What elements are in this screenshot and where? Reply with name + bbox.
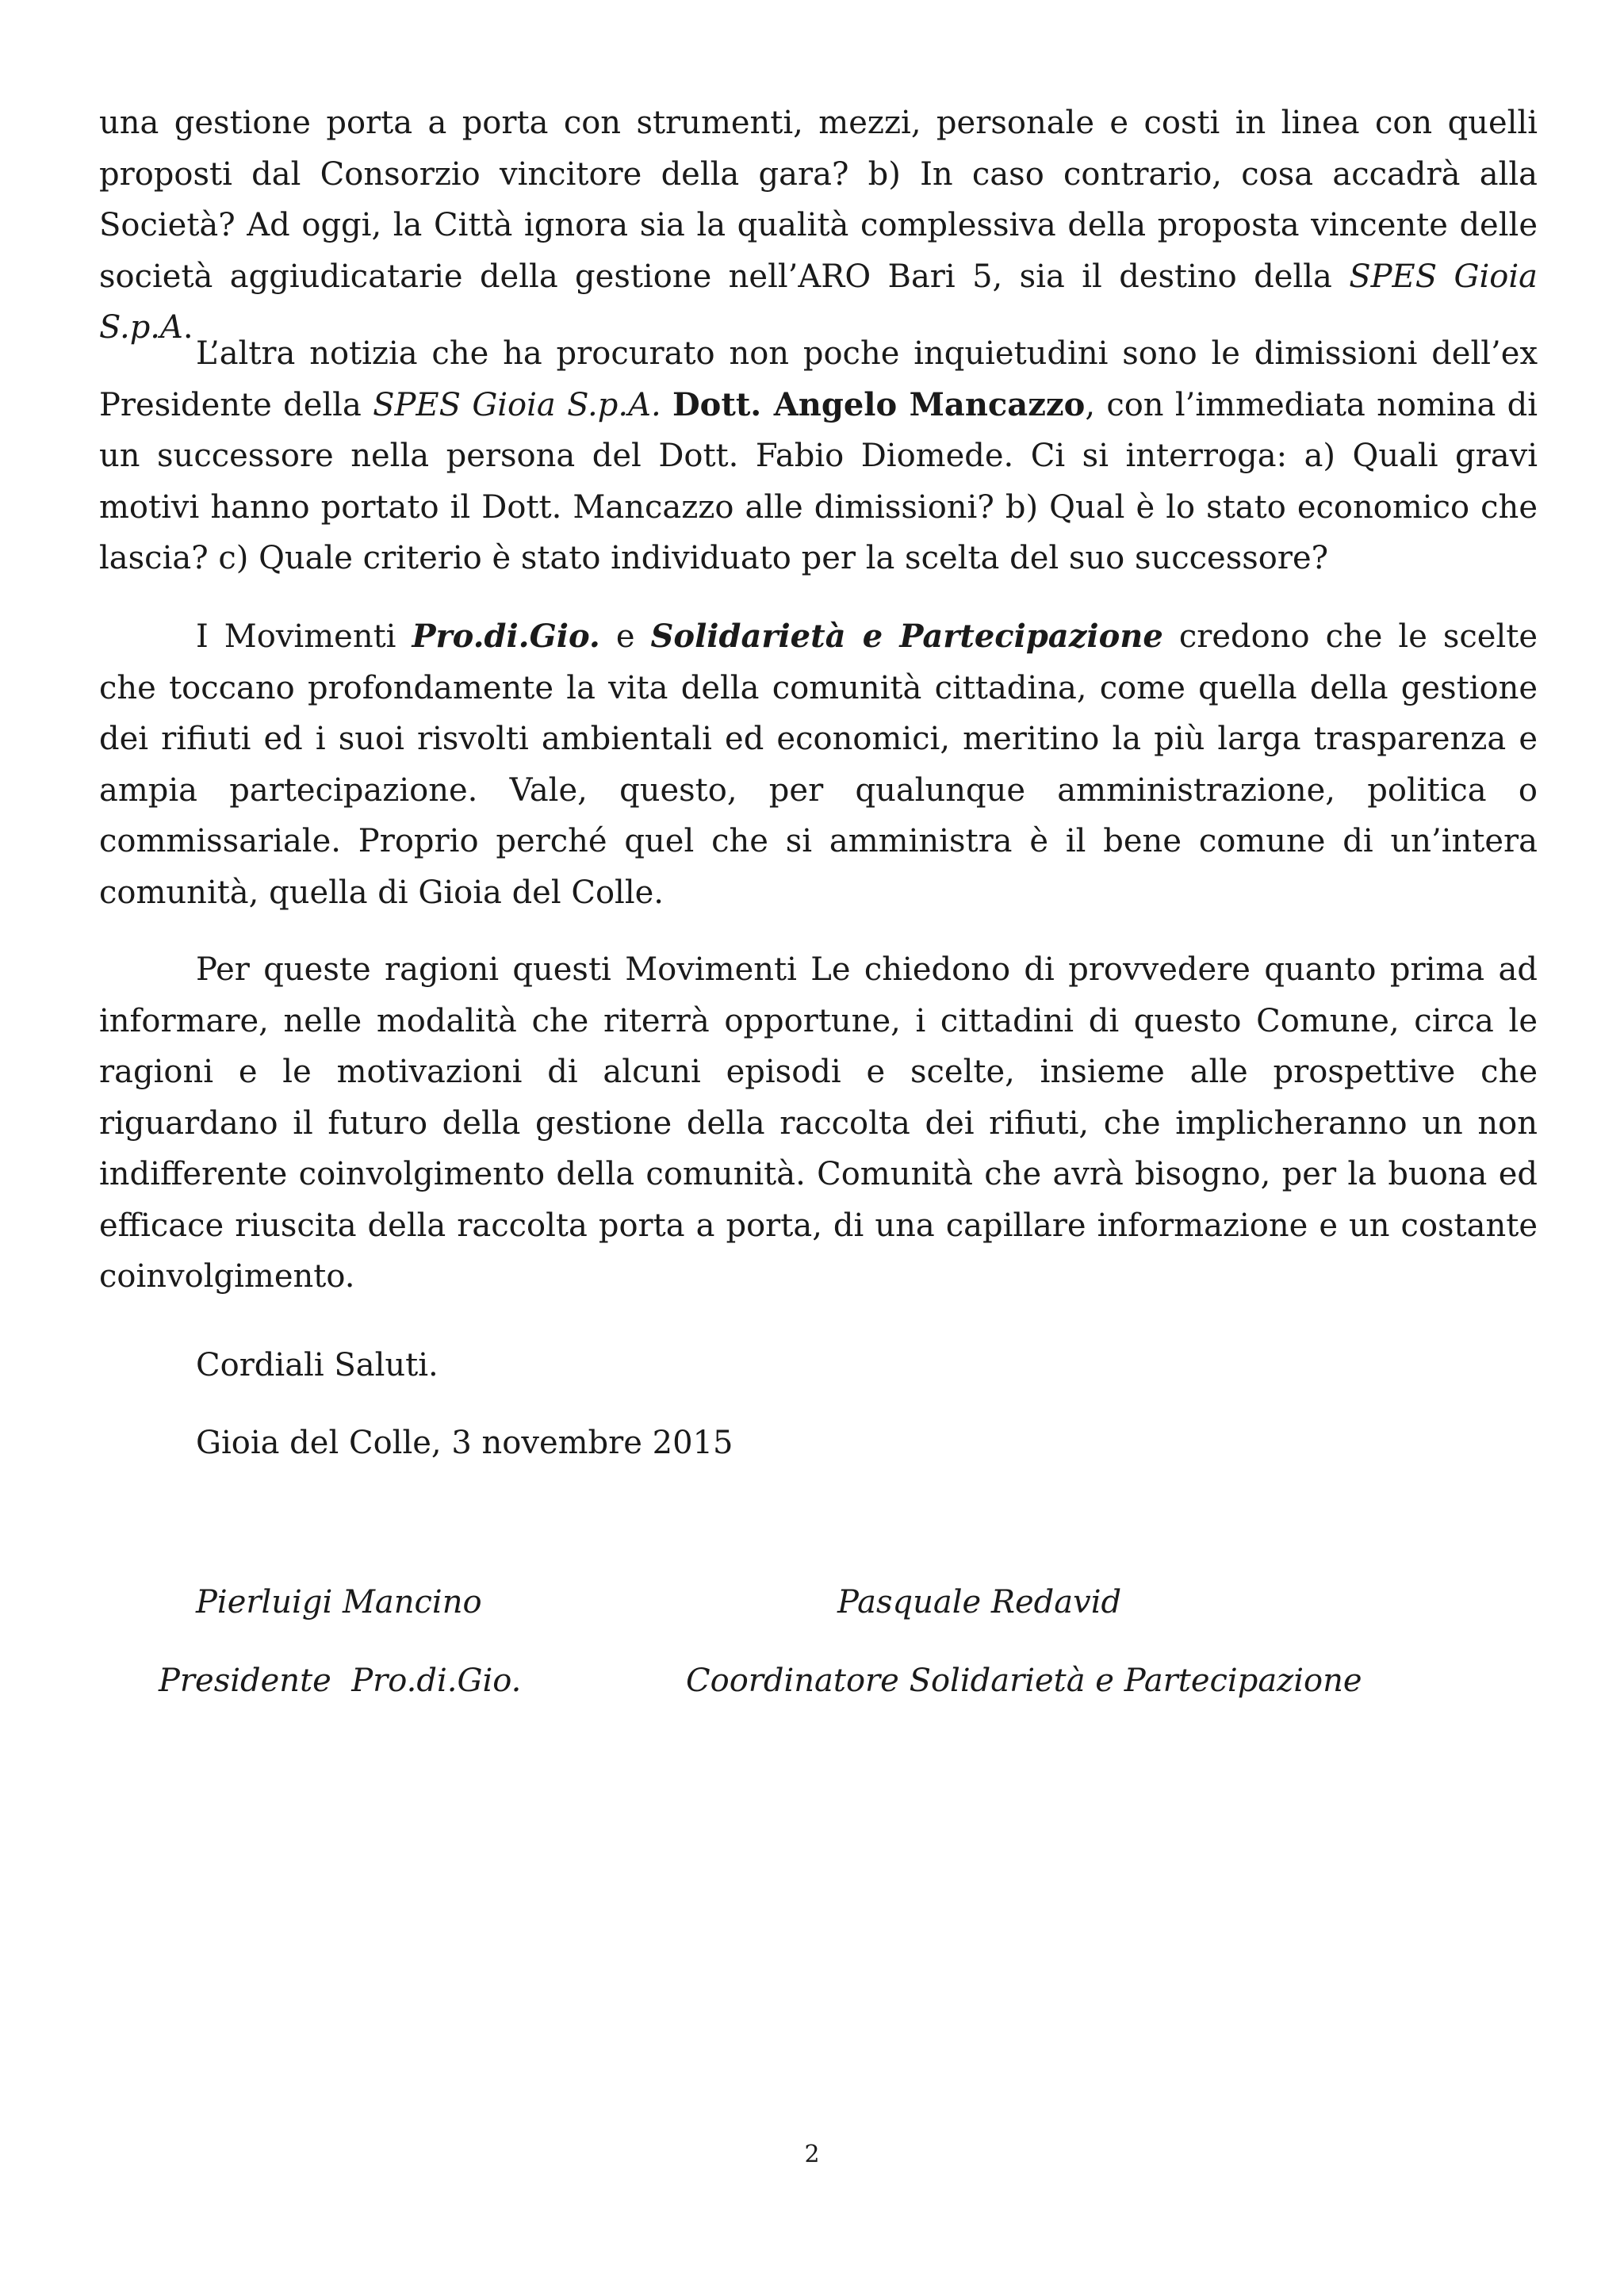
- signatory-name-left: Pierluigi Mancino: [196, 1584, 482, 1621]
- paragraph-2-space: [661, 387, 672, 423]
- paragraph-3-text-3: credono che le scelte che toccano profondamente la vita della comunità cittadina, come quella della gestione dei rifiuti ed i suoi risvolti ambientali ed economici, meritino la più larga trasparenza e ampia partecipazione. Vale, questo, per qualunque amministrazione, politica o commissariale. Proprio perché quel che si amministra è il bene comune di un’intera comunità, quella di Gioia del Colle.: [99, 618, 1538, 911]
- paragraph-4: [99, 944, 1538, 1303]
- signatory-name-right: Pasquale Redavid: [837, 1584, 1122, 1621]
- paragraph-1: [99, 98, 1538, 354]
- company-name-spes-gioia-2: SPES Gioia S.p.A.: [373, 386, 661, 423]
- paragraph-3-text-2: e: [599, 618, 651, 655]
- signatory-role-right: Coordinatore Solidarietà e Partecipazione: [686, 1663, 1362, 1699]
- page-number: 2: [804, 2141, 820, 2168]
- paragraph-4-text: Per queste ragioni questi Movimenti Le chiedono di provvedere quanto prima ad informare, nelle modalità che riterrà opportune, i cittadini di questo Comune, circa le ragioni e le motivazioni di alcuni episodi e scelte, insieme alle prospettive che riguardano il futuro della gestione della raccolta dei rifiuti, che implicheranno un non indifferente coinvolgimento della comunità. Comunità che avrà bisogno, per la buona ed efficace riuscita della raccolta porta a porta, di una capillare informazione e un costante coinvolgimento.: [99, 951, 1538, 1295]
- place-and-date: Gioia del Colle, 3 novembre 2015: [196, 1425, 733, 1461]
- signatory-role-left: Presidente Pro.di.Gio.: [159, 1663, 522, 1699]
- person-name-mancazzo: Dott. Angelo Mancazzo: [672, 385, 1086, 423]
- closing-salutation: Cordiali Saluti.: [196, 1347, 439, 1383]
- paragraph-2-text-1: L’altra notizia che ha procurato non poche inquietudini sono le dimissioni dell’ex Presidente della: [99, 335, 1538, 423]
- paragraph-2-text-2: , con l’immediata nomina di un successore nella persona del Dott. Fabio Diomede. Ci si interroga: a) Quali gravi motivi hanno portato il Dott. Mancazzo alle dimissioni? b) Qual è lo stato economico che lascia? c) Quale criterio è stato individuato per la scelta del suo successore?: [99, 386, 1538, 576]
- movement-name-solidarieta: Solidarietà e Partecipazione: [650, 618, 1163, 655]
- paragraph-3-text-1: I Movimenti: [196, 618, 412, 655]
- paragraph-1-text-1: una gestione porta a porta con strumenti, mezzi, personale e costi in linea con quelli proposti dal Consorzio vincitore della gara? b) In caso contrario, cosa accadrà alla Società? Ad oggi, la Città ignora sia la qualità complessiva della proposta vincente delle società aggiudicatarie della gestione nell’ARO Bari 5, sia il destino della: [99, 105, 1538, 295]
- paragraph-3: [99, 611, 1538, 918]
- paragraph-1-text-2: .: [182, 309, 193, 346]
- movement-name-prodigio: Pro.di.Gio.: [412, 618, 600, 655]
- company-name-spes-gioia: SPES Gioia S.p.A: [99, 258, 1538, 346]
- paragraph-2: [99, 328, 1538, 584]
